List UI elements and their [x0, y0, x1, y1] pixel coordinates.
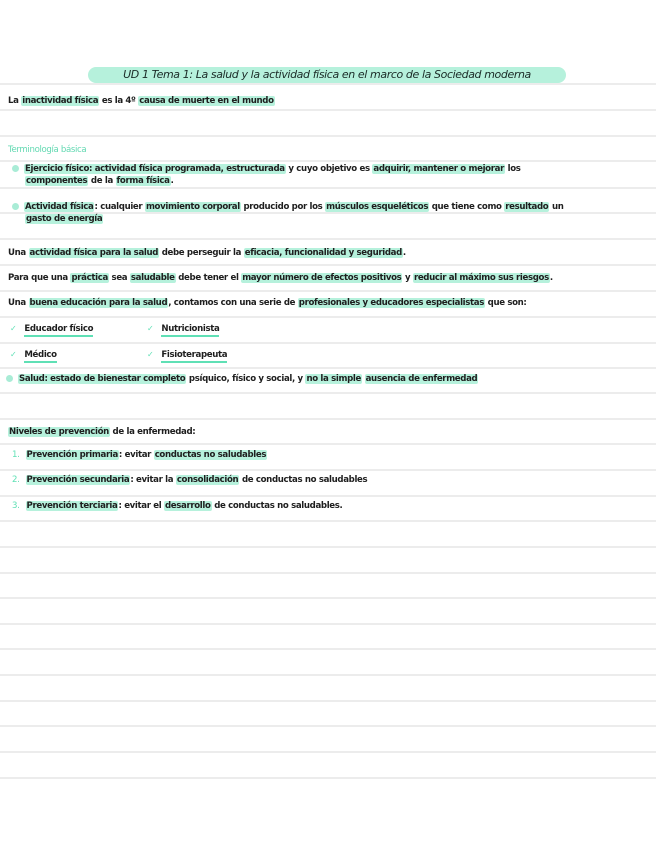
rule-line [0, 597, 656, 599]
text: : cualquier [94, 202, 145, 212]
text: que tiene como [429, 202, 505, 212]
text: : evitar la [130, 475, 176, 485]
rule-line [0, 290, 656, 292]
prevention-level-item [12, 450, 267, 460]
text: sea [108, 273, 130, 283]
highlight: eficacia, funcionalidad y seguridad [244, 248, 402, 258]
highlight: Prevención secundaria [26, 475, 130, 485]
text: Una [8, 298, 29, 308]
text: y [402, 273, 413, 283]
term-actividad-line2 [25, 214, 103, 224]
rule-line [0, 700, 656, 702]
highlight: Salud: estado de bienestar completo [19, 374, 186, 384]
rule-line [0, 83, 656, 85]
rule-line [0, 160, 656, 162]
highlight: adquirir, mantener o mejorar [373, 164, 504, 174]
highlight: forma física [116, 176, 170, 186]
check-mark-icon: ✓ [10, 324, 17, 333]
rule-line [0, 443, 656, 445]
text: : evitar el [118, 501, 164, 511]
highlight: reducir al máximo sus riesgos [413, 273, 549, 283]
highlight: Ejercicio físico: actividad física programada, estructurada [25, 164, 285, 174]
highlight: desarrollo [164, 501, 211, 511]
professional-label: Médico [24, 350, 56, 363]
rule-line [0, 316, 656, 318]
list-number: 2. [12, 475, 20, 485]
prevention-level-item [12, 501, 342, 511]
professional-label: Fisioterapeuta [161, 350, 227, 363]
rule-line [0, 469, 656, 471]
rule-line [0, 648, 656, 650]
term-ejercicio-line1 [12, 164, 521, 174]
check-mark-icon: ✓ [147, 350, 154, 359]
rule-line [0, 674, 656, 676]
list-number: 3. [12, 501, 20, 511]
rule-line [0, 520, 656, 522]
intro-line [8, 96, 275, 106]
practice-line [8, 273, 553, 283]
text: debe perseguir la [159, 248, 244, 258]
highlight: no la simple [306, 374, 361, 384]
rule-line [0, 623, 656, 625]
text: de la enfermedad: [109, 427, 196, 437]
term-ejercicio-line2 [25, 176, 174, 186]
rule-line [0, 546, 656, 548]
highlight: consolidación [176, 475, 239, 485]
bullet-dot-icon [6, 375, 13, 382]
text: Una [8, 248, 29, 258]
text: de conductas no saludables. [211, 501, 343, 511]
goals-line [8, 248, 406, 258]
professional-label: Educador físico [24, 324, 93, 337]
rule-line [0, 418, 656, 420]
text: La [8, 96, 22, 106]
rule-line [0, 135, 656, 137]
rule-line [0, 392, 656, 394]
rule-line [0, 495, 656, 497]
bullet-dot-icon [12, 203, 19, 210]
check-mark-icon: ✓ [147, 324, 154, 333]
text: , contamos con una serie de [168, 298, 298, 308]
check-mark-icon: ✓ [10, 350, 17, 359]
prevention-level-item [12, 475, 367, 485]
list-number: 1. [12, 450, 20, 460]
prevention-heading [8, 427, 195, 437]
rule-line [0, 777, 656, 779]
text: . [170, 176, 174, 186]
highlight: componentes [26, 176, 88, 186]
professional-item [10, 350, 57, 360]
text: un [549, 202, 564, 212]
highlight: práctica [71, 273, 108, 283]
bullet-dot-icon [12, 165, 19, 172]
highlight: músculos esqueléticos [326, 202, 429, 212]
text: y cuyo objetivo es [285, 164, 373, 174]
text: . [549, 273, 553, 283]
rule-line [0, 238, 656, 240]
highlight: saludable [130, 273, 175, 283]
text: : evitar [118, 450, 154, 460]
rule-line [0, 109, 656, 111]
rule-line [0, 342, 656, 344]
highlight: Prevención terciaria [26, 501, 118, 511]
highlight: gasto de energía [26, 214, 103, 224]
professional-item [147, 324, 219, 334]
text: Para que una [8, 273, 71, 283]
text: . [402, 248, 406, 258]
text: que son: [485, 298, 527, 308]
highlight: buena educación para la salud [29, 298, 168, 308]
highlight: Actividad física [25, 202, 94, 212]
highlight: ausencia de enfermedad [365, 374, 478, 384]
rule-line [0, 264, 656, 266]
professional-label: Nutricionista [161, 324, 219, 337]
highlight: Niveles de prevención [9, 427, 109, 437]
terminology-heading: Terminología básica [8, 145, 87, 155]
text: psíquico, físico y social, y [186, 374, 306, 384]
professional-item [10, 324, 93, 334]
professional-item [147, 350, 227, 360]
highlight: conductas no saludables [154, 450, 267, 460]
health-definition-line [6, 374, 478, 384]
text: de conductas no saludables [239, 475, 368, 485]
text: producido por los [240, 202, 326, 212]
text: debe tener el [175, 273, 242, 283]
page-title: UD 1 Tema 1: La salud y la actividad física en el marco de la Sociedad moderna [88, 67, 566, 83]
highlight: movimiento corporal [145, 202, 240, 212]
highlight: inactividad física [22, 96, 99, 106]
highlight: Prevención primaria [26, 450, 118, 460]
text: es la 4º [99, 96, 139, 106]
text: los [504, 164, 521, 174]
term-actividad-line1 [12, 202, 564, 212]
highlight: resultado [505, 202, 549, 212]
rule-line [0, 572, 656, 574]
rule-line [0, 187, 656, 189]
highlight: mayor número de efectos positivos [242, 273, 402, 283]
rule-line [0, 751, 656, 753]
education-line [8, 298, 527, 308]
text: de la [88, 176, 116, 186]
rule-line [0, 725, 656, 727]
rule-line [0, 367, 656, 369]
highlight: profesionales y educadores especialistas [298, 298, 484, 308]
highlight: causa de muerte en el mundo [139, 96, 274, 106]
highlight: actividad física para la salud [29, 248, 159, 258]
